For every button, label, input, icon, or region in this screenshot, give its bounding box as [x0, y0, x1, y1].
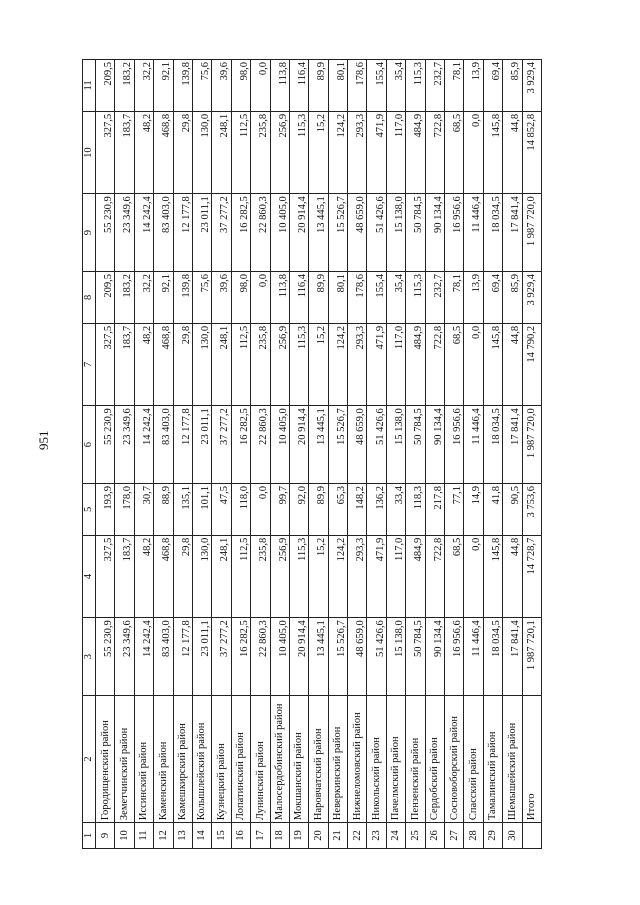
- value-cell-col-5: 118,0: [231, 483, 250, 535]
- row-number: 29: [483, 823, 502, 849]
- table-row: [115, 60, 134, 849]
- table-row: [134, 60, 153, 849]
- column-header-11: 11: [83, 60, 96, 112]
- value-cell-col-11: 13,9: [464, 60, 483, 112]
- value-cell-col-6: 23 349,6: [115, 406, 134, 484]
- table-row: [328, 60, 347, 849]
- value-cell-col-10: 484,9: [406, 111, 425, 193]
- value-cell-col-7: 130,0: [192, 323, 211, 405]
- district-name: Городищенский район: [96, 695, 115, 822]
- value-cell-col-4: 117,0: [386, 535, 405, 617]
- row-number: 24: [386, 823, 405, 849]
- value-cell-col-11: 113,8: [270, 60, 289, 112]
- value-cell-col-7: 235,8: [251, 323, 270, 405]
- column-header-5: 5: [83, 483, 96, 535]
- value-cell-col-5: 193,9: [96, 483, 115, 535]
- value-cell-col-8: 155,4: [367, 272, 386, 324]
- value-cell-col-3: 10 405,0: [270, 618, 289, 696]
- value-cell-col-4: 48,2: [134, 535, 153, 617]
- value-cell-col-3: 17 841,4: [503, 618, 522, 696]
- value-cell-col-6: 90 134,4: [425, 406, 444, 484]
- value-cell-col-9: 55 230,9: [96, 194, 115, 272]
- district-name: Нижнеломовский район: [348, 695, 367, 822]
- value-cell-col-7: 68,5: [445, 323, 464, 405]
- value-cell-col-7: 248,1: [212, 323, 231, 405]
- row-number: 25: [406, 823, 425, 849]
- value-cell-col-9: 17 841,4: [503, 194, 522, 272]
- value-cell-col-11: 32,2: [134, 60, 153, 112]
- value-cell-col-6: 16 282,5: [231, 406, 250, 484]
- value-cell-col-4: 130,0: [192, 535, 211, 617]
- value-cell-col-11: 80,1: [328, 60, 347, 112]
- district-name: Малосердобинский район: [270, 695, 289, 822]
- value-cell-col-3: 48 659,0: [348, 618, 367, 696]
- value-cell-col-3: 23 011,1: [192, 618, 211, 696]
- table-row: [425, 60, 444, 849]
- value-cell-col-11: 98,0: [231, 60, 250, 112]
- header-row: [83, 60, 96, 849]
- value-cell-col-10: 293,3: [348, 111, 367, 193]
- value-cell-col-4: 145,8: [483, 535, 502, 617]
- value-cell-col-6: 1 987 720,0: [522, 406, 541, 484]
- value-cell-col-5: 178,0: [115, 483, 134, 535]
- value-cell-col-8: 85,9: [503, 272, 522, 324]
- value-cell-col-9: 1 987 720,0: [522, 194, 541, 272]
- value-cell-col-3: 51 426,6: [367, 618, 386, 696]
- row-number: 20: [309, 823, 328, 849]
- district-name: Сосновоборский район: [445, 695, 464, 822]
- value-cell-col-6: 17 841,4: [503, 406, 522, 484]
- value-cell-col-3: 50 784,5: [406, 618, 425, 696]
- row-number: 28: [464, 823, 483, 849]
- value-cell-col-11: 69,4: [483, 60, 502, 112]
- value-cell-col-9: 15 526,7: [328, 194, 347, 272]
- value-cell-col-10: 48,2: [134, 111, 153, 193]
- value-cell-col-6: 37 277,2: [212, 406, 231, 484]
- value-cell-col-7: 468,8: [154, 323, 173, 405]
- value-cell-col-11: 155,4: [367, 60, 386, 112]
- district-name: Иссинский район: [134, 695, 153, 822]
- value-cell-col-5: 77,1: [445, 483, 464, 535]
- value-cell-col-4: 14 728,7: [522, 535, 541, 617]
- value-cell-col-3: 37 277,2: [212, 618, 231, 696]
- value-cell-col-7: 115,3: [289, 323, 308, 405]
- district-name: Тамалинский район: [483, 695, 502, 822]
- value-cell-col-8: 0,0: [251, 272, 270, 324]
- row-number: 10: [115, 823, 134, 849]
- district-name: Никольский район: [367, 695, 386, 822]
- district-name: Земетчинский район: [115, 695, 134, 822]
- value-cell-col-4: 235,8: [251, 535, 270, 617]
- value-cell-col-8: 75,6: [192, 272, 211, 324]
- value-cell-col-8: 35,4: [386, 272, 405, 324]
- value-cell-col-9: 13 445,1: [309, 194, 328, 272]
- district-name: Лопатинский район: [231, 695, 250, 822]
- row-number: [522, 823, 541, 849]
- row-number: 26: [425, 823, 444, 849]
- budget-table: [82, 59, 542, 849]
- value-cell-col-3: 16 956,6: [445, 618, 464, 696]
- table-row: [270, 60, 289, 849]
- table-row: [251, 60, 270, 849]
- value-cell-col-9: 51 426,6: [367, 194, 386, 272]
- value-cell-col-6: 13 445,1: [309, 406, 328, 484]
- column-header-9: 9: [83, 194, 96, 272]
- row-number: 14: [192, 823, 211, 849]
- value-cell-col-10: 124,2: [328, 111, 347, 193]
- row-number: 15: [212, 823, 231, 849]
- district-name: Наровчатский район: [309, 695, 328, 822]
- table-row: [483, 60, 502, 849]
- value-cell-col-11: 3 929,4: [522, 60, 541, 112]
- value-cell-col-3: 18 034,5: [483, 618, 502, 696]
- value-cell-col-7: 15,2: [309, 323, 328, 405]
- district-name: Лунинский район: [251, 695, 270, 822]
- row-number: 9: [96, 823, 115, 849]
- value-cell-col-6: 14 242,4: [134, 406, 153, 484]
- row-number: 30: [503, 823, 522, 849]
- district-name: Шемышейский район: [503, 695, 522, 822]
- column-header-3: 3: [83, 618, 96, 696]
- value-cell-col-10: 235,8: [251, 111, 270, 193]
- row-number: 22: [348, 823, 367, 849]
- value-cell-col-9: 11 446,4: [464, 194, 483, 272]
- value-cell-col-8: 39,6: [212, 272, 231, 324]
- value-cell-col-3: 23 349,6: [115, 618, 134, 696]
- value-cell-col-9: 23 349,6: [115, 194, 134, 272]
- row-number: 19: [289, 823, 308, 849]
- value-cell-col-4: 256,9: [270, 535, 289, 617]
- row-number: 13: [173, 823, 192, 849]
- district-name: Мокшанский район: [289, 695, 308, 822]
- value-cell-col-11: 115,3: [406, 60, 425, 112]
- value-cell-col-4: 327,5: [96, 535, 115, 617]
- value-cell-col-4: 0,0: [464, 535, 483, 617]
- district-name: Спасский район: [464, 695, 483, 822]
- table-row: [173, 60, 192, 849]
- value-cell-col-5: 30,7: [134, 483, 153, 535]
- value-cell-col-8: 13,9: [464, 272, 483, 324]
- value-cell-col-3: 22 860,3: [251, 618, 270, 696]
- value-cell-col-5: 99,7: [270, 483, 289, 535]
- value-cell-col-4: 112,5: [231, 535, 250, 617]
- value-cell-col-6: 83 403,0: [154, 406, 173, 484]
- value-cell-col-8: 232,7: [425, 272, 444, 324]
- value-cell-col-4: 29,8: [173, 535, 192, 617]
- value-cell-col-6: 51 426,6: [367, 406, 386, 484]
- district-name: Каменский район: [154, 695, 173, 822]
- value-cell-col-7: 145,8: [483, 323, 502, 405]
- value-cell-col-5: 92,0: [289, 483, 308, 535]
- value-cell-col-5: 89,9: [309, 483, 328, 535]
- value-cell-col-9: 37 277,2: [212, 194, 231, 272]
- value-cell-col-8: 98,0: [231, 272, 250, 324]
- district-name: Сердобский район: [425, 695, 444, 822]
- budget-table-rotated: [82, 59, 542, 849]
- value-cell-col-4: 468,8: [154, 535, 173, 617]
- value-cell-col-3: 16 282,5: [231, 618, 250, 696]
- value-cell-col-11: 89,9: [309, 60, 328, 112]
- column-header-2: 2: [83, 695, 96, 822]
- value-cell-col-4: 248,1: [212, 535, 231, 617]
- value-cell-col-8: 139,8: [173, 272, 192, 324]
- value-cell-col-5: 41,8: [483, 483, 502, 535]
- value-cell-col-7: 293,3: [348, 323, 367, 405]
- value-cell-col-6: 23 011,1: [192, 406, 211, 484]
- value-cell-col-9: 22 860,3: [251, 194, 270, 272]
- value-cell-col-8: 3 929,4: [522, 272, 541, 324]
- district-name: Итого: [522, 695, 541, 822]
- value-cell-col-10: 44,8: [503, 111, 522, 193]
- value-cell-col-9: 20 914,4: [289, 194, 308, 272]
- value-cell-col-9: 10 405,0: [270, 194, 289, 272]
- row-number: 16: [231, 823, 250, 849]
- value-cell-col-8: 92,1: [154, 272, 173, 324]
- row-number: 27: [445, 823, 464, 849]
- table-row: [406, 60, 425, 849]
- value-cell-col-5: 47,5: [212, 483, 231, 535]
- value-cell-col-8: 69,4: [483, 272, 502, 324]
- value-cell-col-5: 136,2: [367, 483, 386, 535]
- value-cell-col-6: 22 860,3: [251, 406, 270, 484]
- value-cell-col-6: 12 177,8: [173, 406, 192, 484]
- value-cell-col-10: 248,1: [212, 111, 231, 193]
- value-cell-col-4: 293,3: [348, 535, 367, 617]
- value-cell-col-10: 14 852,8: [522, 111, 541, 193]
- value-cell-col-8: 116,4: [289, 272, 308, 324]
- column-header-7: 7: [83, 323, 96, 405]
- value-cell-col-7: 48,2: [134, 323, 153, 405]
- row-number: 17: [251, 823, 270, 849]
- value-cell-col-8: 80,1: [328, 272, 347, 324]
- value-cell-col-9: 16 956,6: [445, 194, 464, 272]
- value-cell-col-10: 68,5: [445, 111, 464, 193]
- column-header-8: 8: [83, 272, 96, 324]
- value-cell-col-3: 12 177,8: [173, 618, 192, 696]
- value-cell-col-6: 48 659,0: [348, 406, 367, 484]
- value-cell-col-3: 15 138,0: [386, 618, 405, 696]
- value-cell-col-10: 117,0: [386, 111, 405, 193]
- value-cell-col-5: 90,5: [503, 483, 522, 535]
- table-body: [96, 60, 542, 849]
- value-cell-col-11: 85,9: [503, 60, 522, 112]
- value-cell-col-9: 15 138,0: [386, 194, 405, 272]
- value-cell-col-5: 101,1: [192, 483, 211, 535]
- value-cell-col-4: 115,3: [289, 535, 308, 617]
- district-name: Пачелмский район: [386, 695, 405, 822]
- value-cell-col-7: 722,8: [425, 323, 444, 405]
- value-cell-col-10: 183,7: [115, 111, 134, 193]
- value-cell-col-11: 116,4: [289, 60, 308, 112]
- row-number: 11: [134, 823, 153, 849]
- value-cell-col-10: 468,8: [154, 111, 173, 193]
- value-cell-col-3: 15 526,7: [328, 618, 347, 696]
- value-cell-col-8: 89,9: [309, 272, 328, 324]
- table-row: [348, 60, 367, 849]
- value-cell-col-4: 484,9: [406, 535, 425, 617]
- district-name: Неверкинский район: [328, 695, 347, 822]
- value-cell-col-3: 90 134,4: [425, 618, 444, 696]
- value-cell-col-9: 16 282,5: [231, 194, 250, 272]
- value-cell-col-10: 15,2: [309, 111, 328, 193]
- value-cell-col-7: 117,0: [386, 323, 405, 405]
- value-cell-col-7: 327,5: [96, 323, 115, 405]
- table-row: [367, 60, 386, 849]
- row-number: 21: [328, 823, 347, 849]
- table-row: [154, 60, 173, 849]
- value-cell-col-9: 14 242,4: [134, 194, 153, 272]
- value-cell-col-7: 471,9: [367, 323, 386, 405]
- page-number: 951: [36, 430, 51, 450]
- value-cell-col-6: 50 784,5: [406, 406, 425, 484]
- value-cell-col-4: 722,8: [425, 535, 444, 617]
- value-cell-col-5: 3 753,6: [522, 483, 541, 535]
- value-cell-col-10: 256,9: [270, 111, 289, 193]
- table-row: [96, 60, 115, 849]
- value-cell-col-11: 232,7: [425, 60, 444, 112]
- value-cell-col-7: 29,8: [173, 323, 192, 405]
- value-cell-col-5: 14,9: [464, 483, 483, 535]
- table-row: [192, 60, 211, 849]
- value-cell-col-5: 217,8: [425, 483, 444, 535]
- value-cell-col-6: 15 138,0: [386, 406, 405, 484]
- value-cell-col-8: 32,2: [134, 272, 153, 324]
- table-row: [445, 60, 464, 849]
- table-row: [386, 60, 405, 849]
- row-number: 18: [270, 823, 289, 849]
- value-cell-col-10: 327,5: [96, 111, 115, 193]
- table-row: [503, 60, 522, 849]
- value-cell-col-11: 209,5: [96, 60, 115, 112]
- value-cell-col-9: 48 659,0: [348, 194, 367, 272]
- value-cell-col-5: 65,3: [328, 483, 347, 535]
- value-cell-col-11: 0,0: [251, 60, 270, 112]
- value-cell-col-5: 148,2: [348, 483, 367, 535]
- value-cell-col-7: 44,8: [503, 323, 522, 405]
- value-cell-col-8: 209,5: [96, 272, 115, 324]
- value-cell-col-8: 178,6: [348, 272, 367, 324]
- value-cell-col-7: 124,2: [328, 323, 347, 405]
- value-cell-col-8: 113,8: [270, 272, 289, 324]
- value-cell-col-7: 112,5: [231, 323, 250, 405]
- value-cell-col-10: 130,0: [192, 111, 211, 193]
- value-cell-col-6: 20 914,4: [289, 406, 308, 484]
- total-row: [522, 60, 541, 849]
- column-header-4: 4: [83, 535, 96, 617]
- value-cell-col-10: 29,8: [173, 111, 192, 193]
- value-cell-col-5: 118,3: [406, 483, 425, 535]
- table-row: [289, 60, 308, 849]
- value-cell-col-3: 55 230,9: [96, 618, 115, 696]
- value-cell-col-10: 145,8: [483, 111, 502, 193]
- district-name: Камешкирский район: [173, 695, 192, 822]
- value-cell-col-6: 55 230,9: [96, 406, 115, 484]
- column-header-1: 1: [83, 823, 96, 849]
- table-row: [212, 60, 231, 849]
- value-cell-col-5: 33,4: [386, 483, 405, 535]
- value-cell-col-11: 75,6: [192, 60, 211, 112]
- value-cell-col-7: 256,9: [270, 323, 289, 405]
- table-row: [464, 60, 483, 849]
- value-cell-col-6: 10 405,0: [270, 406, 289, 484]
- value-cell-col-3: 13 445,1: [309, 618, 328, 696]
- value-cell-col-3: 83 403,0: [154, 618, 173, 696]
- table-row: [309, 60, 328, 849]
- value-cell-col-3: 11 446,4: [464, 618, 483, 696]
- value-cell-col-7: 183,7: [115, 323, 134, 405]
- value-cell-col-3: 1 987 720,1: [522, 618, 541, 696]
- value-cell-col-9: 18 034,5: [483, 194, 502, 272]
- value-cell-col-10: 0,0: [464, 111, 483, 193]
- table-row: [231, 60, 250, 849]
- value-cell-col-10: 115,3: [289, 111, 308, 193]
- value-cell-col-5: 88,9: [154, 483, 173, 535]
- value-cell-col-5: 0,0: [251, 483, 270, 535]
- value-cell-col-11: 35,4: [386, 60, 405, 112]
- value-cell-col-6: 15 526,7: [328, 406, 347, 484]
- row-number: 12: [154, 823, 173, 849]
- value-cell-col-10: 471,9: [367, 111, 386, 193]
- value-cell-col-7: 14 790,2: [522, 323, 541, 405]
- value-cell-col-10: 722,8: [425, 111, 444, 193]
- district-name: Пензенский район: [406, 695, 425, 822]
- value-cell-col-4: 44,8: [503, 535, 522, 617]
- value-cell-col-11: 178,6: [348, 60, 367, 112]
- value-cell-col-9: 12 177,8: [173, 194, 192, 272]
- value-cell-col-11: 78,1: [445, 60, 464, 112]
- value-cell-col-4: 471,9: [367, 535, 386, 617]
- column-header-6: 6: [83, 406, 96, 484]
- value-cell-col-4: 68,5: [445, 535, 464, 617]
- value-cell-col-6: 16 956,6: [445, 406, 464, 484]
- district-name: Кузнецкий район: [212, 695, 231, 822]
- value-cell-col-11: 39,6: [212, 60, 231, 112]
- value-cell-col-7: 484,9: [406, 323, 425, 405]
- value-cell-col-11: 92,1: [154, 60, 173, 112]
- value-cell-col-11: 183,2: [115, 60, 134, 112]
- value-cell-col-3: 14 242,4: [134, 618, 153, 696]
- row-number: 23: [367, 823, 386, 849]
- value-cell-col-4: 15,2: [309, 535, 328, 617]
- value-cell-col-11: 139,8: [173, 60, 192, 112]
- value-cell-col-7: 0,0: [464, 323, 483, 405]
- value-cell-col-6: 11 446,4: [464, 406, 483, 484]
- value-cell-col-4: 124,2: [328, 535, 347, 617]
- value-cell-col-4: 183,7: [115, 535, 134, 617]
- value-cell-col-8: 115,3: [406, 272, 425, 324]
- value-cell-col-9: 90 134,4: [425, 194, 444, 272]
- value-cell-col-8: 183,2: [115, 272, 134, 324]
- value-cell-col-6: 18 034,5: [483, 406, 502, 484]
- district-name: Колышлейский район: [192, 695, 211, 822]
- value-cell-col-9: 83 403,0: [154, 194, 173, 272]
- value-cell-col-3: 20 914,4: [289, 618, 308, 696]
- column-header-10: 10: [83, 111, 96, 193]
- value-cell-col-9: 23 011,1: [192, 194, 211, 272]
- value-cell-col-9: 50 784,5: [406, 194, 425, 272]
- value-cell-col-10: 112,5: [231, 111, 250, 193]
- value-cell-col-5: 135,1: [173, 483, 192, 535]
- value-cell-col-8: 78,1: [445, 272, 464, 324]
